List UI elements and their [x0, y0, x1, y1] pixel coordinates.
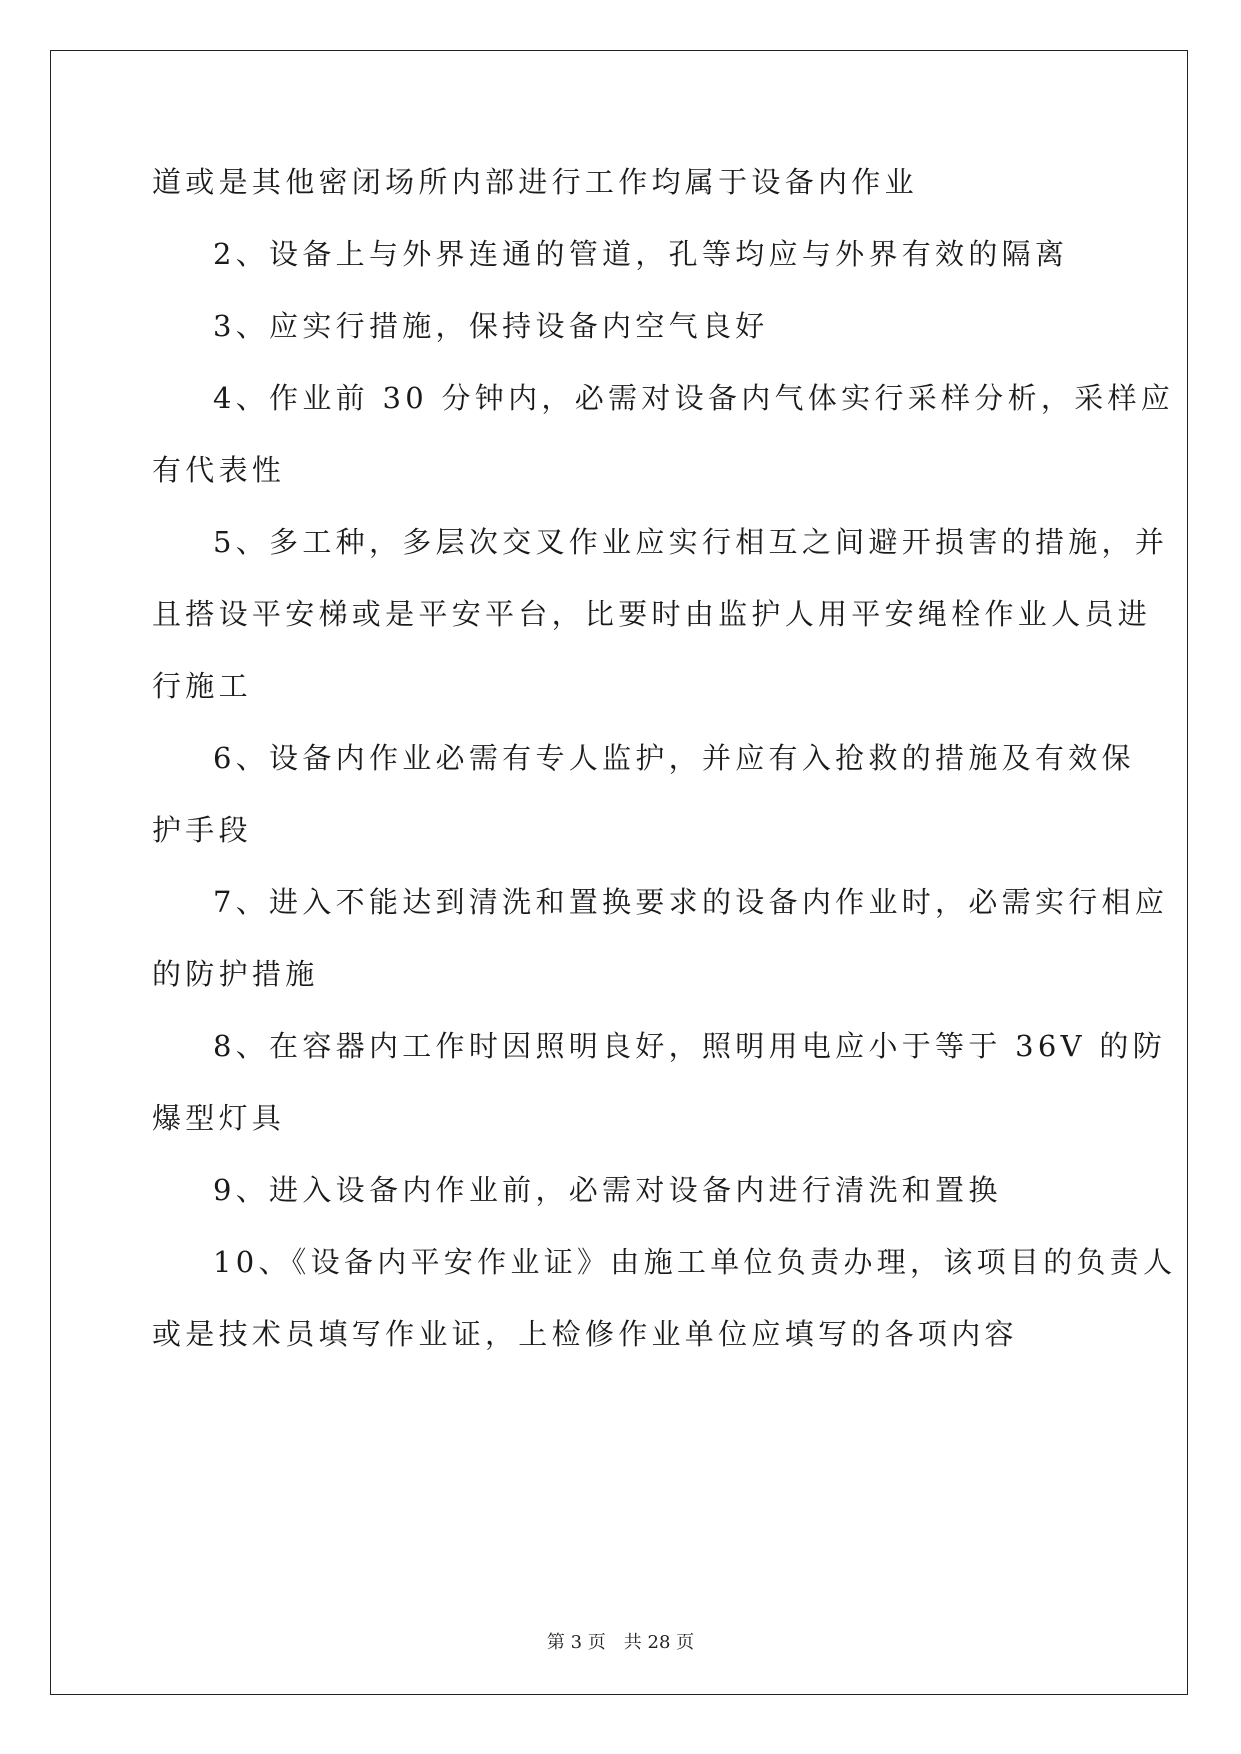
- paragraph-line: 2、设备上与外界连通的管道，孔等均应与外界有效的隔离: [213, 237, 1069, 271]
- page-footer: [0, 1628, 1241, 1654]
- paragraph-line: 护手段: [152, 813, 252, 847]
- paragraph-line: 有代表性: [152, 453, 286, 487]
- paragraph-line: 3、应实行措施，保持设备内空气良好: [213, 309, 769, 343]
- paragraph-line: 5、多工种，多层次交叉作业应实行相互之间避开损害的措施，并: [213, 525, 1169, 559]
- paragraph-line: 7、进入不能达到清洗和置换要求的设备内作业时，必需实行相应: [213, 885, 1169, 919]
- page-border: [50, 50, 1188, 1695]
- paragraph-line: 或是技术员填写作业证，上检修作业单位应填写的各项内容: [152, 1317, 1018, 1351]
- paragraph-line: 爆型灯具: [152, 1101, 286, 1135]
- paragraph-line: 9、进入设备内作业前，必需对设备内进行清洗和置换: [213, 1173, 1002, 1207]
- paragraph-line: 行施工: [152, 669, 252, 703]
- paragraph-line: 4、作业前 30 分钟内，必需对设备内气体实行采样分析，采样应: [213, 381, 1175, 415]
- paragraph-line: 的防护措施: [152, 957, 319, 991]
- paragraph-line: 且搭设平安梯或是平安平台，比要时由监护人用平安绳栓作业人员进: [152, 597, 1152, 631]
- paragraph-line: 10、《设备内平安作业证》由施工单位负责办理，该项目的负责人: [213, 1245, 1177, 1279]
- page-number: 第 3 页: [546, 1632, 606, 1653]
- paragraph-line: 6、设备内作业必需有专人监护，并应有入抢救的措施及有效保: [213, 741, 1135, 775]
- paragraph-line: 道或是其他密闭场所内部进行工作均属于设备内作业: [152, 165, 918, 199]
- paragraph-line: 8、在容器内工作时因照明良好，照明用电应小于等于 36V 的防: [213, 1029, 1167, 1063]
- page-total: 共 28 页: [623, 1632, 695, 1653]
